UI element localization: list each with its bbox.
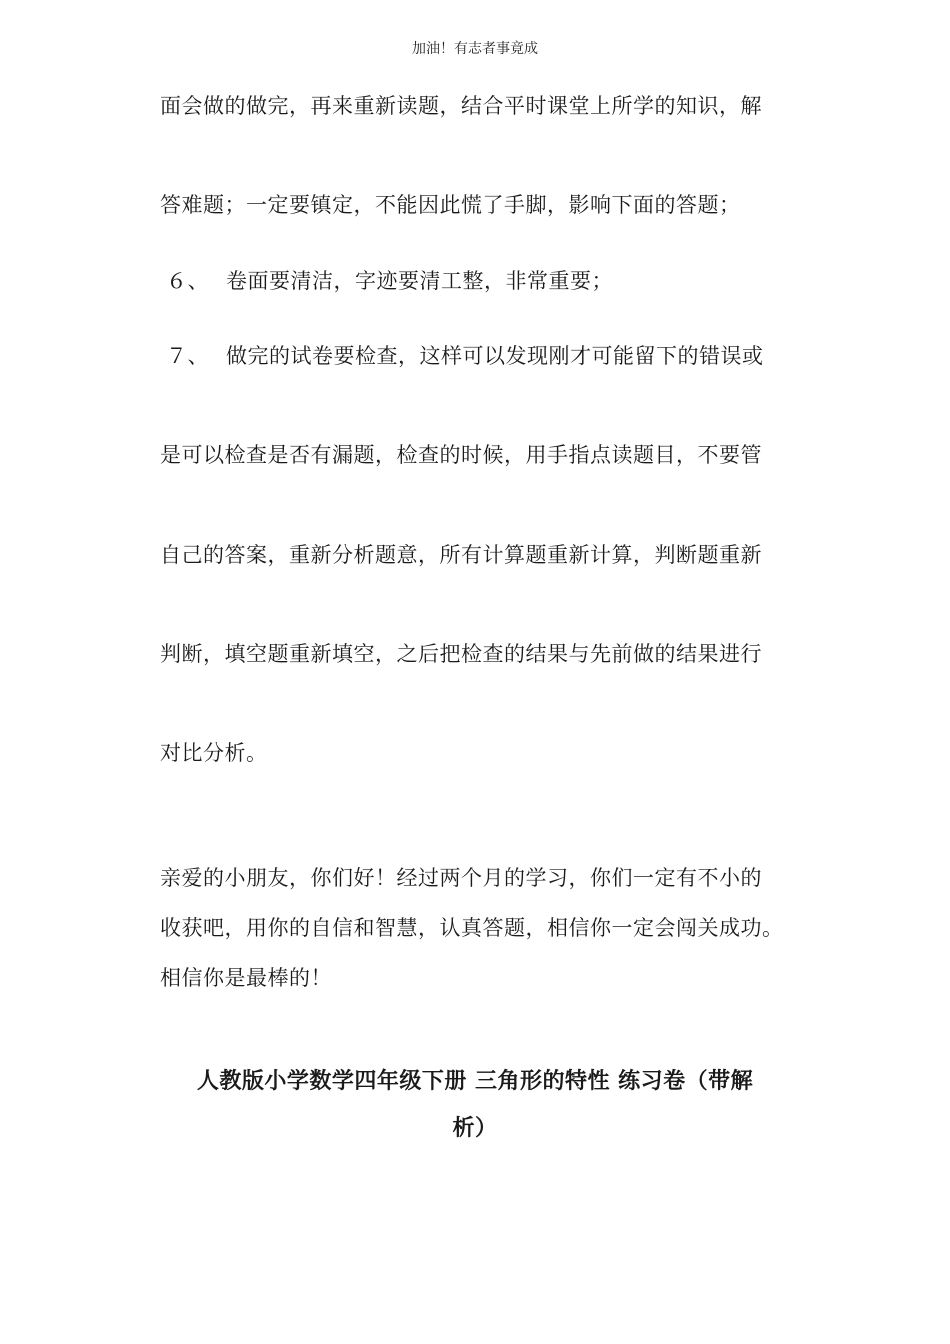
list-item-7 — [160, 340, 764, 370]
body-text-line: 答难题；一定要镇定，不能因此慌了手脚，影响下面的答题； — [160, 193, 741, 217]
list-item-number: ７、 — [166, 344, 209, 368]
body-text-line: 对比分析。 — [160, 741, 268, 765]
body-text-line: 是可以检查是否有漏题，检查的时候，用手指点读题目，不要管 — [160, 443, 762, 467]
list-item-number: ６、 — [166, 269, 209, 293]
body-text-line: 自己的答案，重新分析题意，所有计算题重新计算，判断题重新 — [160, 543, 762, 567]
greeting-line: 相信你是最棒的！ — [160, 966, 332, 990]
page-header-slogan: 加油！有志者事竟成 — [412, 41, 538, 57]
body-text-line: 判断，填空题重新填空，之后把检查的结果与先前做的结果进行 — [160, 642, 762, 666]
greeting-line: 亲爱的小朋友，你们好！经过两个月的学习，你们一定有不小的 — [160, 866, 762, 890]
body-text-line: 面会做的做完，再来重新读题，结合平时课堂上所学的知识，解 — [160, 94, 762, 118]
list-item-6 — [160, 265, 613, 295]
document-title: 人教版小学数学四年级下册 三角形的特性 练习卷（带解 — [196, 1069, 754, 1094]
list-item-text: 做完的试卷要检查，这样可以发现刚才可能留下的错误或 — [226, 344, 764, 368]
document-title-continued: 析） — [452, 1116, 498, 1141]
list-item-text: 卷面要清洁，字迹要清工整，非常重要； — [226, 269, 613, 293]
greeting-line: 收获吧，用你的自信和智慧，认真答题，相信你一定会闯关成功。 — [160, 916, 784, 940]
